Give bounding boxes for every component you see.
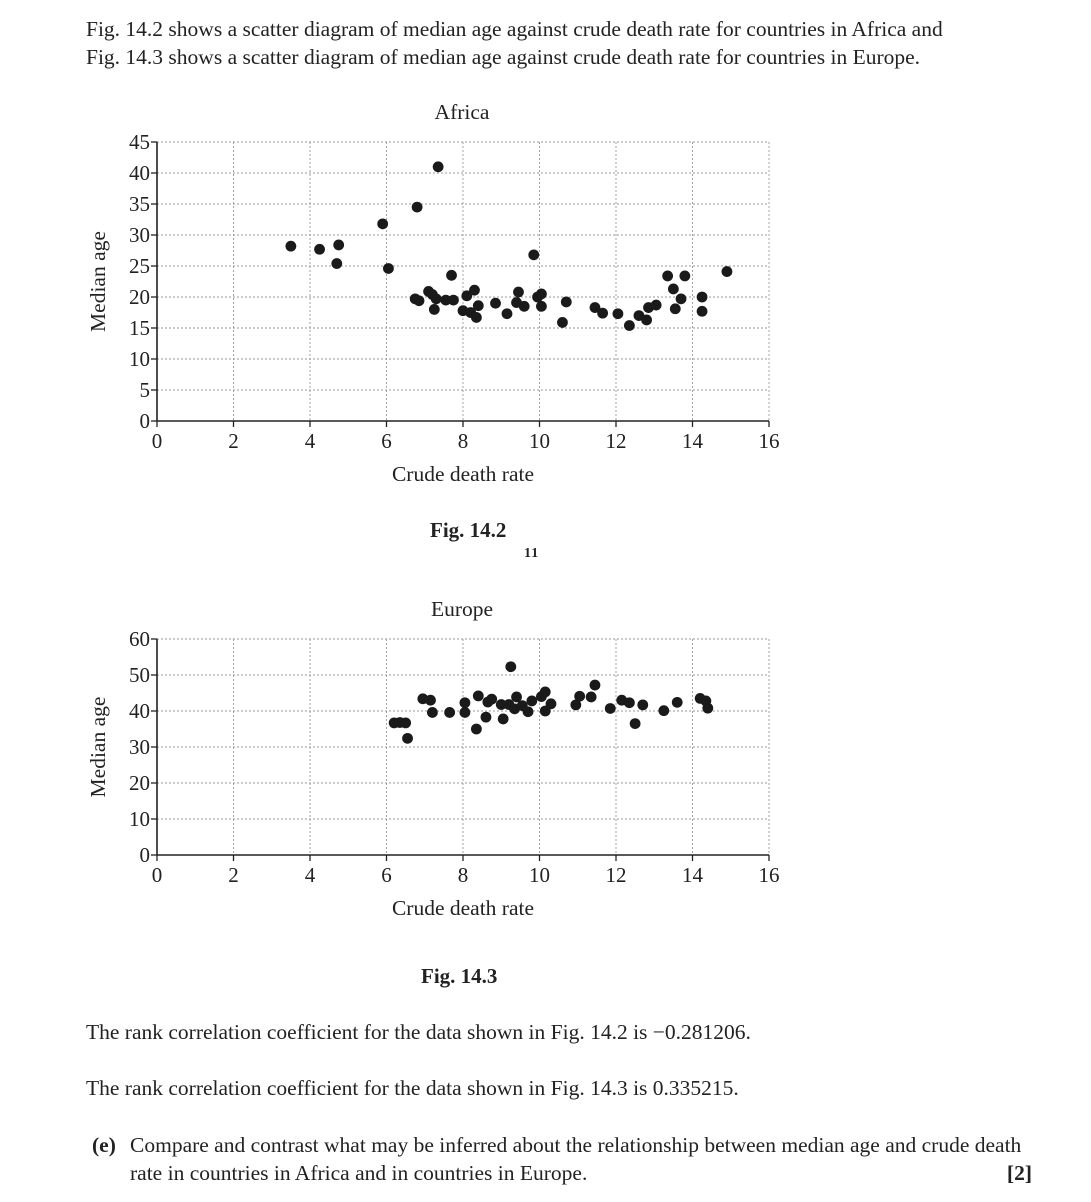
y-tick-label: 10 — [129, 807, 150, 831]
x-axis-label: Crude death rate — [391, 462, 535, 486]
data-point — [526, 696, 537, 707]
statement-europe-correlation: The rank correlation coefficient for the data shown in Fig. 14.3 is 0.335215. — [86, 1076, 739, 1100]
x-tick-label: 12 — [605, 863, 627, 887]
y-tick-label: 60 — [129, 627, 150, 651]
y-tick-label: 45 — [129, 130, 150, 154]
intro-line-1: Fig. 14.2 shows a scatter diagram of median age against crude death rate for countries in Africa and — [86, 17, 943, 41]
statement-africa-correlation: The rank correlation coefficient for the data shown in Fig. 14.2 is −0.281206. — [86, 1020, 751, 1044]
fig-14-3-caption: Fig. 14.3 — [421, 964, 498, 988]
y-tick-label: 40 — [129, 699, 150, 723]
y-tick-label: 30 — [129, 223, 150, 247]
data-point — [523, 706, 534, 717]
x-tick-label: 8 — [457, 863, 469, 887]
y-tick-label: 35 — [129, 192, 150, 216]
data-point — [546, 698, 557, 709]
x-tick-label: 16 — [758, 863, 780, 887]
stray-mark: 11 — [524, 546, 540, 561]
data-point — [471, 724, 482, 735]
x-tick-label: 0 — [151, 863, 163, 887]
y-tick-label: 40 — [129, 161, 150, 185]
data-point — [505, 661, 516, 672]
data-point — [630, 718, 641, 729]
data-point — [486, 694, 497, 705]
x-tick-label: 12 — [605, 429, 627, 453]
data-point — [658, 705, 669, 716]
y-tick-label: 20 — [129, 771, 150, 795]
y-tick-label: 0 — [139, 843, 150, 867]
question-e-text: Compare and contrast what may be inferred about the relationship between median age and crude death rate in countries in Africa and in countries in Europe. — [130, 1133, 1022, 1185]
x-tick-label: 6 — [381, 863, 392, 887]
question-e-label: (e) — [92, 1133, 116, 1157]
x-tick-label: 0 — [151, 429, 163, 453]
data-point — [672, 697, 683, 708]
data-point — [425, 695, 436, 706]
data-point — [590, 680, 601, 691]
x-tick-label: 4 — [304, 429, 316, 453]
data-point — [637, 699, 648, 710]
data-point — [427, 707, 438, 718]
y-tick-label: 0 — [139, 409, 150, 433]
data-point — [460, 707, 471, 718]
data-point — [586, 692, 597, 703]
chart-title: Africa — [434, 100, 490, 124]
y-tick-label: 30 — [129, 735, 150, 759]
y-tick-label: 10 — [129, 347, 150, 371]
question-e-marks: [2] — [1006, 1161, 1032, 1185]
data-point — [473, 690, 484, 701]
x-axis-label: Crude death rate — [391, 896, 535, 920]
y-axis-label: Median age — [86, 231, 110, 332]
x-tick-label: 10 — [529, 429, 550, 453]
y-axis-label: Median age — [86, 696, 110, 798]
data-point — [605, 703, 616, 714]
data-point — [400, 717, 411, 728]
data-point — [444, 707, 455, 718]
x-tick-label: 4 — [304, 863, 316, 887]
data-point — [624, 697, 635, 708]
y-tick-label: 50 — [129, 663, 150, 687]
chart-title: Europe — [430, 597, 494, 621]
y-tick-label: 25 — [129, 254, 150, 278]
data-point — [540, 687, 551, 698]
intro-line-2: Fig. 14.3 shows a scatter diagram of median age against crude death rate for countries in Europe. — [86, 45, 921, 69]
data-point — [481, 712, 492, 723]
data-point — [574, 691, 585, 702]
x-tick-label: 6 — [381, 429, 392, 453]
fig-14-2-caption: Fig. 14.2 — [430, 518, 507, 542]
y-tick-label: 5 — [139, 378, 150, 402]
data-point — [402, 733, 413, 744]
x-tick-label: 14 — [682, 863, 703, 887]
x-tick-label: 10 — [529, 863, 550, 887]
x-tick-label: 16 — [758, 429, 780, 453]
y-tick-label: 20 — [129, 285, 150, 309]
data-point — [460, 697, 471, 708]
data-point — [702, 703, 713, 714]
x-tick-label: 2 — [228, 863, 239, 887]
y-tick-label: 15 — [129, 316, 150, 340]
x-tick-label: 14 — [682, 429, 703, 453]
x-tick-label: 2 — [228, 429, 239, 453]
data-point — [498, 714, 509, 725]
x-tick-label: 8 — [457, 429, 469, 453]
